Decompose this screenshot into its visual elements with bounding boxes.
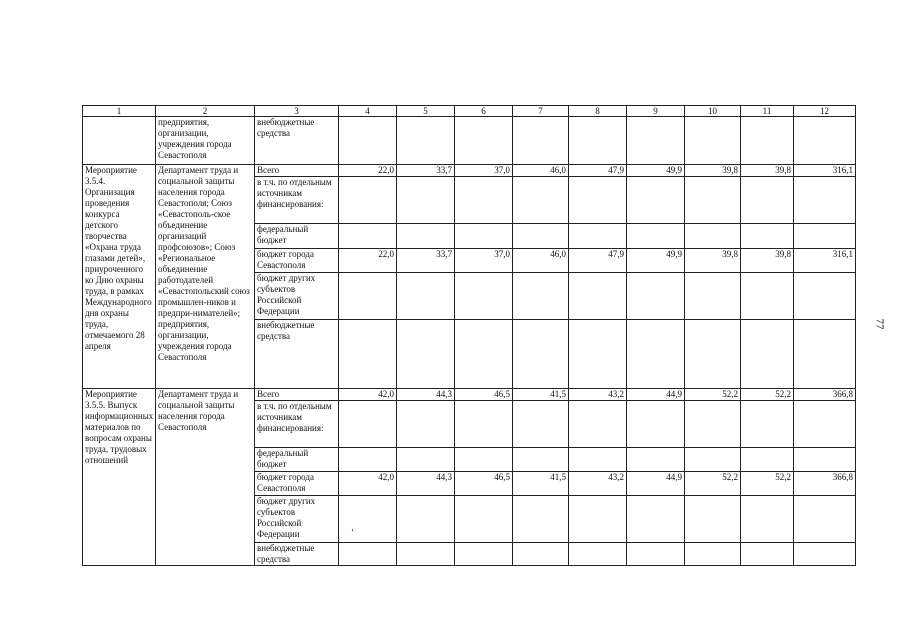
value-cell: 37,0 — [455, 165, 513, 177]
value-cell: 22,0 — [339, 165, 397, 177]
column-header: 6 — [455, 106, 513, 117]
column-header: 9 — [627, 106, 685, 117]
value-cell: 41,5 — [513, 389, 569, 401]
column-header: 5 — [397, 106, 455, 117]
source-cell: бюджет города Севастополя — [255, 472, 339, 496]
column-header: 2 — [156, 106, 255, 117]
source-cell: внебюджетные средства — [255, 543, 339, 566]
header-row — [83, 106, 856, 117]
source-cell: в т.ч. по отдельным источникам финансирования: — [255, 177, 339, 224]
value-cell: 44,9 — [627, 389, 685, 401]
value-cell: 39,8 — [685, 249, 741, 273]
value-cell: 41,5 — [513, 472, 569, 496]
value-cell: 46,5 — [455, 472, 513, 496]
column-header: 10 — [685, 106, 741, 117]
measure-title: Мероприятие 3.5.4. Организация проведения конкурса детского творчества «Охрана труда глазами детей», приуроченного ко Дню охраны труда, в рамках Международного дня охраны труда, отмечаемого 28 апреля — [83, 165, 156, 389]
source-cell: внебюджетные средства — [255, 117, 339, 165]
value-cell: 49,9 — [627, 249, 685, 273]
column-header: 11 — [741, 106, 794, 117]
budget-table — [82, 105, 856, 566]
value-cell: 44,3 — [397, 472, 455, 496]
stray-mark: ‘ — [351, 527, 354, 537]
value-cell: 39,8 — [741, 249, 794, 273]
value-cell: 46,0 — [513, 249, 569, 273]
source-cell: в т.ч. по отдельным источникам финансирования: — [255, 401, 339, 448]
value-cell: 47,9 — [569, 249, 627, 273]
value-cell: 47,9 — [569, 165, 627, 177]
executor-cell: предприятия, организации, учреждения города Севастополя — [156, 117, 255, 165]
empty-cell — [83, 117, 156, 165]
value-cell: 52,2 — [685, 472, 741, 496]
value-cell: 52,2 — [685, 389, 741, 401]
source-cell: Всего — [255, 165, 339, 177]
column-header: 12 — [794, 106, 856, 117]
table-row — [83, 165, 856, 177]
source-cell: бюджет города Севастополя — [255, 249, 339, 273]
column-header: 4 — [339, 106, 397, 117]
value-cell: 39,8 — [741, 165, 794, 177]
column-header: 7 — [513, 106, 569, 117]
value-cell: 43,2 — [569, 472, 627, 496]
value-cell: 46,0 — [513, 165, 569, 177]
column-header: 8 — [569, 106, 627, 117]
source-cell: Всего — [255, 389, 339, 401]
value-cell: 39,8 — [685, 165, 741, 177]
value-cell: 46,5 — [455, 389, 513, 401]
value-cell: 33,7 — [397, 249, 455, 273]
table-row — [83, 389, 856, 401]
executor-cell: Департамент труда и социальной защиты населения города Севастополя; Союз «Севастополь-ское объединение организаций профсоюзов»; Союз «Региональное объединение работодателей «Севастопольский союз промышлен-ников и предпри-нимателей»; предприятия, организации, учреждения города Севастополя — [156, 165, 255, 389]
measure-title: Мероприятие 3.5.5. Выпуск информационных материалов по вопросам охраны труда, трудовых отношений — [83, 389, 156, 566]
value-cell: 44,9 — [627, 472, 685, 496]
value-cell: 22,0 — [339, 249, 397, 273]
executor-cell: Департамент труда и социальной защиты населения города Севастополя — [156, 389, 255, 566]
value-cell: 52,2 — [741, 389, 794, 401]
value-cell: 33,7 — [397, 165, 455, 177]
value-cell: 37,0 — [455, 249, 513, 273]
source-cell: федеральный бюджет — [255, 224, 339, 249]
value-cell: 49,9 — [627, 165, 685, 177]
page-number: 77 — [873, 318, 886, 330]
value-cell: 316,1 — [794, 165, 856, 177]
column-header: 3 — [255, 106, 339, 117]
value-cell: 44,3 — [397, 389, 455, 401]
source-cell: федеральный бюджет — [255, 448, 339, 472]
table-row — [83, 117, 856, 165]
value-cell: 316,1 — [794, 249, 856, 273]
value-cell: 42,0 — [339, 389, 397, 401]
value-cell: 43,2 — [569, 389, 627, 401]
column-header: 1 — [83, 106, 156, 117]
value-cell: 366,8 — [794, 472, 856, 496]
source-cell: внебюджетные средства — [255, 320, 339, 389]
source-cell: бюджет других субъектов Российской Федерации — [255, 273, 339, 320]
value-cell: 42,0 — [339, 472, 397, 496]
source-cell: бюджет других субъектов Российской Федерации — [255, 496, 339, 543]
value-cell: 366,8 — [794, 389, 856, 401]
value-cell: 52,2 — [741, 472, 794, 496]
